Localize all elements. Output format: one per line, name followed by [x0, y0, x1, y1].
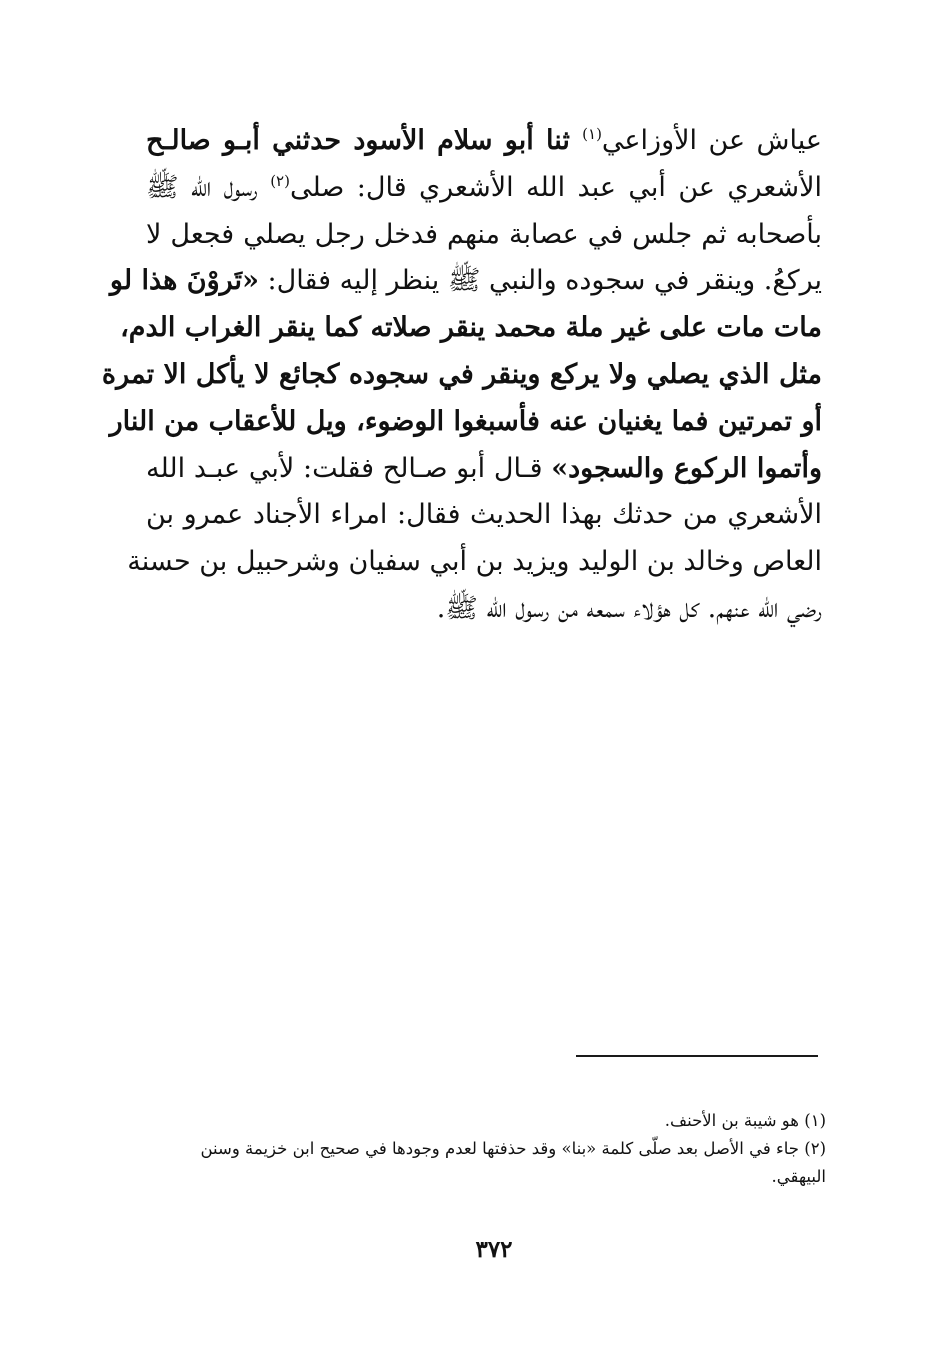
text-line-3: بأصحابه ثم جلس في عصابة منهم فدخل رجل يصلي فجعل لا — [146, 218, 822, 250]
text-line-6: مثل الذي يصلي ولا يركع وينقر في سجوده كجائع لا يأكل الا تمرة — [101, 358, 822, 390]
text-line-8 — [146, 446, 822, 493]
text-line-10: العاص وخالد بن الوليد ويزيد بن أبي سفيان وشرحبيل بن حسنة — [127, 546, 822, 578]
text-line-2-part-2: رسول الله ﷺ — [146, 171, 271, 203]
text-line-5: مات مات على غير ملة محمد ينقر صلاته كما ينقر الغراب الدم، — [120, 312, 822, 344]
footnotes-block — [128, 1107, 826, 1191]
footnote-separator — [576, 1055, 818, 1057]
footnote-1: (١) هو شيبة بن الأحنف. — [664, 1111, 826, 1130]
text-line-4 — [109, 258, 822, 305]
text-line-1-part-1: عياش عن الأوزاعي — [601, 125, 822, 156]
text-line-9: الأشعري من حدثك بهذا الحديث فقال: امراء الأجناد عمرو بن — [146, 499, 822, 531]
page-number: ٣٧٢ — [475, 1236, 513, 1263]
text-line-8-part-2: قـال أبو صـالح فقلت: لأبي عبـد الله — [146, 452, 552, 484]
text-line-1-part-2: ثنا أبو سلام الأسود حدثني أبـو صالـح — [146, 125, 583, 156]
text-line-11: رضي الله عنهم. كل هؤلاء سمعه من رسول الله ﷺ. — [436, 592, 822, 624]
text-line-8-part-1: وأتموا الركوع والسجود» — [551, 452, 822, 484]
text-line-1 — [146, 118, 822, 165]
text-line-4-part-2: «تَروْنَ هذا لو — [109, 265, 259, 297]
footnote-2-line-1: (٢) جاء في الأصل بعد صلّى كلمة «بنا» وقد حذفتها لعدم وجودها في صحيح ابن خزيمة وسنن — [200, 1139, 826, 1158]
footnote-2-line-2: البيهقي. — [771, 1167, 826, 1186]
text-line-7: أو تمرتين فما يغنيان عنه فأسبغوا الوضوء، ويل للأعقاب من النار — [109, 405, 822, 437]
text-line-2 — [146, 165, 822, 212]
footnote-marker-2: (٢) — [270, 171, 290, 190]
text-line-4-part-1: يركعُ. وينقر في سجوده والنبي ﷺ ينظر إليه فقال: — [258, 265, 822, 297]
main-text-block — [101, 118, 822, 633]
text-line-2-part-1: الأشعري عن أبي عبد الله الأشعري قال: صلى — [289, 171, 822, 203]
footnote-marker-1: (١) — [582, 125, 602, 143]
